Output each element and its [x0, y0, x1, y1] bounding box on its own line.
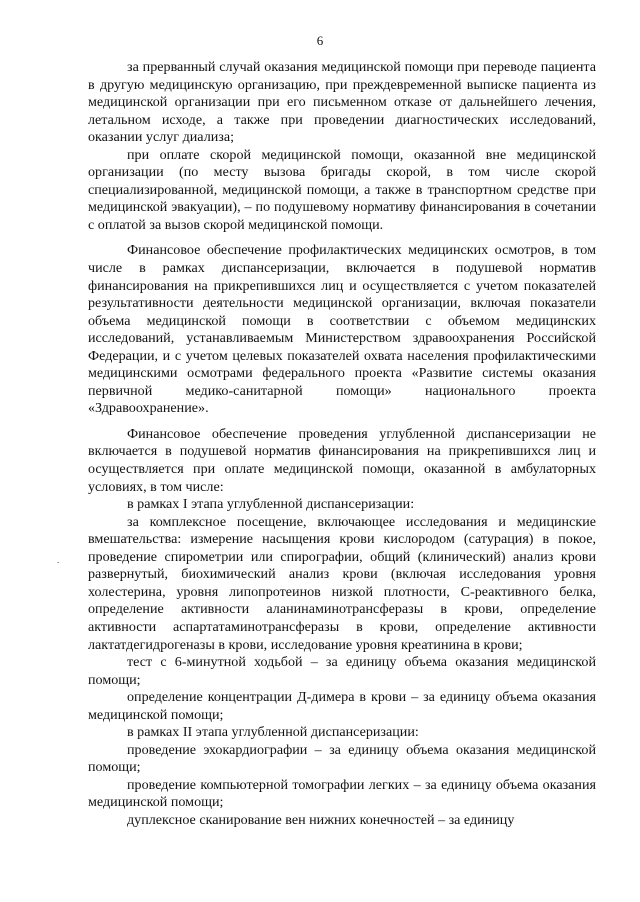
paragraph-preventive-exams: Финансовое обеспечение профилактических медицинских осмотров, в том числе в рамках диспансеризации, включается в подушевой норматив финансирования на прикрепившихся лиц и осуществляется с учетом показателей результативности деятельности медицинской организации, включая показатели объема медицинской помощи в соответствии с объемом медицинских исследований, устанавливаемым Министерством здравоохранения Российской Федерации, и с учетом целевых показателей охвата населения профилактическими медицинскими осмотрами федерального проекта «Развитие системы оказания первичной медико-санитарной помощи» национального проекта «Здравоохранение».	[88, 242, 596, 417]
paragraph-stage-two: в рамках II этапа углубленной диспансеризации:	[127, 724, 419, 741]
paragraph-d-dimer: определение концентрации Д-димера в крови – за единицу объема оказания медицинской помощи;	[88, 689, 596, 723]
document-body	[88, 59, 596, 830]
paragraph-in-depth-dispensarization: Финансовое обеспечение проведения углубленной диспансеризации не включается в подушевой норматив финансирования на прикрепившихся лиц и осуществляется при оплате медицинской помощи, оказанной в амбулаторных условиях, в том числе:	[88, 425, 596, 495]
paragraph-interrupted-case: за прерванный случай оказания медицинской помощи при переводе пациента в другую медицинскую организацию, при преждевременной выписке пациента из медицинской организации при его письменном отказе от дальнейшего лечения, летальном исходе, а также при проведении диагностических исследований, оказании услуг диализа;	[88, 59, 596, 146]
paragraph-ct-lungs: проведение компьютерной томографии легких – за единицу объема оказания медицинской помощи;	[88, 776, 596, 811]
page-number: 6	[316, 33, 324, 48]
paragraph-walk-test: тест с 6-минутной ходьбой – за единицу объема оказания медицинской помощи;	[88, 654, 596, 688]
margin-mark: .	[57, 555, 60, 565]
paragraph-duplex-scan: дуплексное сканирование вен нижних конечностей – за единицу	[127, 811, 515, 828]
paragraph-echocardiography: проведение эхокардиографии – за единицу объема оказания медицинской помощи;	[88, 741, 596, 776]
paragraph-complex-visit: за комплексное посещение, включающее исследования и медицинские вмешательства: измерение насыщения крови кислородом (сатурация) в покое, проведение спирометрии или спирографии, общий (клинический) анализ крови развернутый, биохимический анализ крови (включая исследования уровня холестерина, уровня липопротеинов низкой плотности, С-реактивного белка, определение активности аланинаминотрансферазы в крови, определение активности аспартатаминотрансферазы в крови, определение активности лактатдегидрогеназы в крови, исследование уровня креатинина в крови;	[88, 513, 596, 653]
paragraph-stage-one: в рамках I этапа углубленной диспансеризации:	[127, 496, 415, 513]
paragraph-emergency-care: при оплате скорой медицинской помощи, оказанной вне медицинской организации (по месту вызова бригады скорой, в том числе скорой специализированной, медицинской помощи, а также в транспортном средстве при медицинской эвакуации), – по подушевому нормативу финансирования в сочетании с оплатой за вызов скорой медицинской помощи.	[88, 146, 596, 233]
